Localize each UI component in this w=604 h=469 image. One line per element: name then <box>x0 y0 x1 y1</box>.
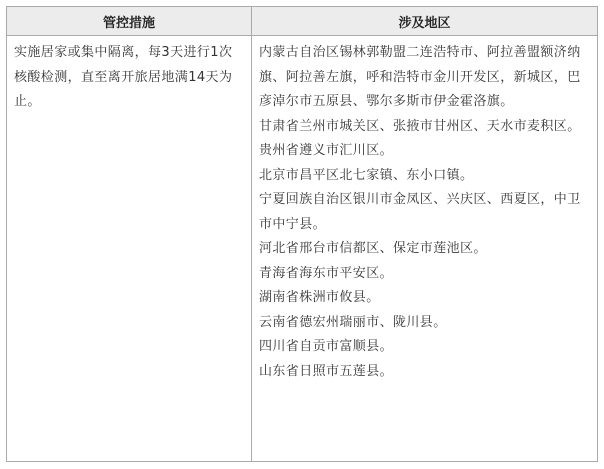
area-item-shandong: 山东省日照市五莲县。 <box>259 363 394 379</box>
document <box>6 6 597 462</box>
table-row <box>7 36 598 462</box>
header-measures: 管控措施 <box>7 7 252 36</box>
area-item-qinghai: 青海省海东市平安区。 <box>259 265 394 281</box>
area-item-hebei: 河北省邢台市信都区、保定市莲池区。 <box>259 241 487 256</box>
area-item-beijing: 北京市昌平区北七家镇、东小口镇。 <box>259 167 474 183</box>
area-item-hunan: 湖南省株洲市攸县。 <box>259 290 380 305</box>
areas-cell <box>252 36 598 462</box>
measure-cell: 实施居家或集中隔离，每3天进行1次核酸检测，直至离开旅居地满14天为止。 <box>7 36 252 462</box>
area-item-sichuan: 四川省自贡市富顺县。 <box>259 339 394 354</box>
area-item-guizhou: 贵州省遵义市汇川区。 <box>259 143 394 158</box>
area-item-inner-mongolia: 内蒙古自治区锡林郭勒盟二连浩特市、阿拉善盟额济纳旗、阿拉善左旗，呼和浩特市金川开发区，新城区，巴彦淖尔市五原县、鄂尔多斯市伊金霍洛旗。 <box>259 45 581 109</box>
area-item-yunnan: 云南省德宏州瑞丽市、陇川县。 <box>259 314 447 330</box>
control-measures-table <box>6 6 598 462</box>
area-item-gansu: 甘肃省兰州市城关区、张掖市甘州区、天水市麦积区。 <box>259 118 581 134</box>
area-item-ningxia: 宁夏回族自治区银川市金凤区、兴庆区、西夏区，中卫市中宁县。 <box>259 192 581 232</box>
header-areas: 涉及地区 <box>252 7 598 36</box>
table-header-row <box>7 7 598 36</box>
